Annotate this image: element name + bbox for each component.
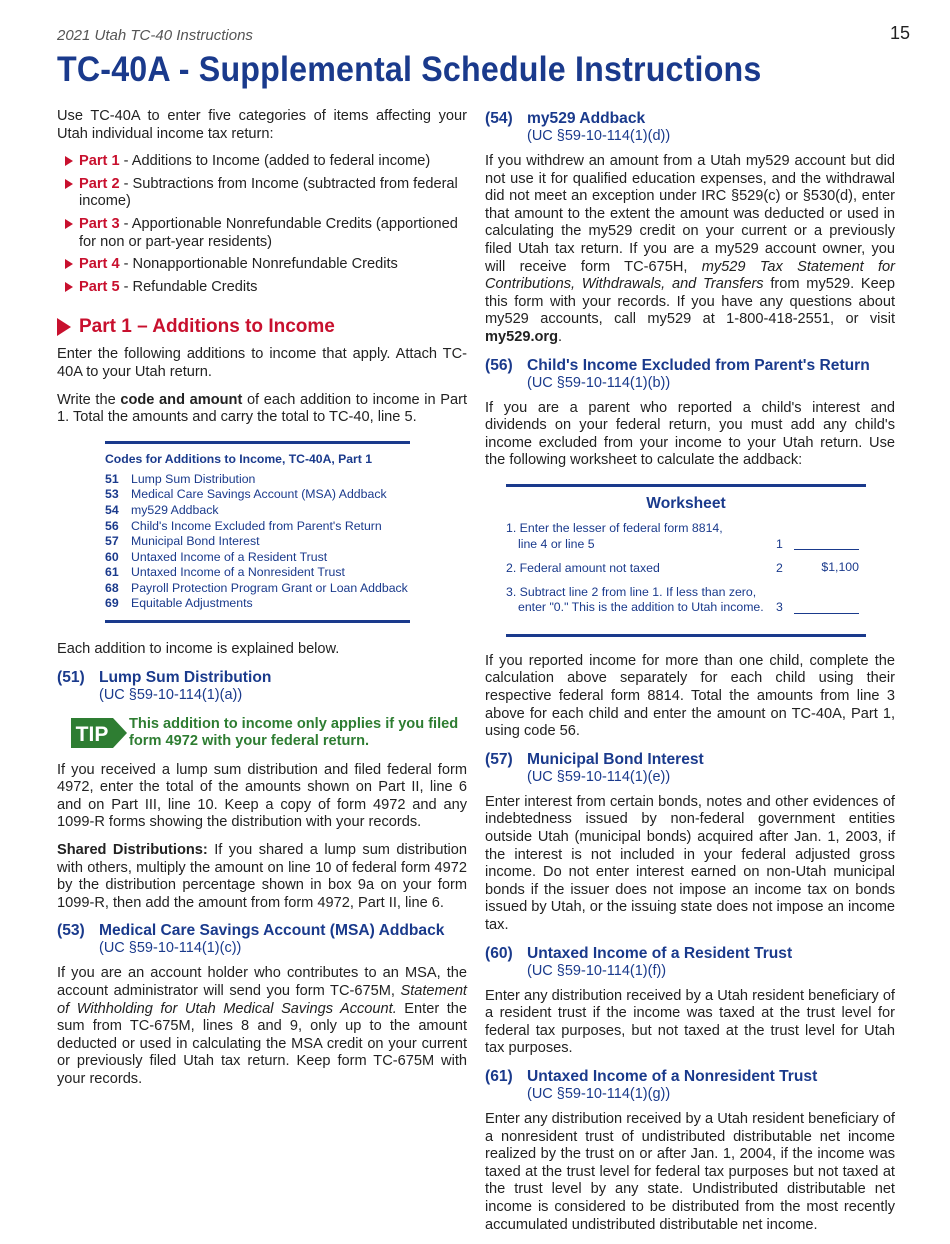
- code-number: 69: [105, 596, 119, 611]
- section-60-paragraph: Enter any distribution received by a Utah resident beneficiary of a resident trust if the income was taxed at the trust level for federal tax purposes, but not taxed at the trust level for Utah tax purposes.: [485, 987, 895, 1057]
- amount-field: [794, 599, 859, 614]
- worksheet-line-desc: [506, 521, 776, 552]
- text-line: line 4 or line 5: [518, 536, 595, 551]
- section-56-citation: (UC §59-10-114(1)(b)): [527, 374, 671, 391]
- section-54-citation: (UC §59-10-114(1)(d)): [527, 128, 671, 144]
- tip-label: TIP: [75, 722, 109, 746]
- bullet-arrow-icon: [65, 219, 73, 229]
- section-code: (51): [57, 668, 85, 686]
- worksheet-line-desc: [506, 585, 776, 616]
- part-label: Part 1: [79, 153, 120, 170]
- code-row: [105, 487, 410, 503]
- bold-text: Shared Distributions:: [57, 842, 208, 859]
- list-item: [57, 216, 467, 251]
- section-56-heading: [485, 357, 895, 375]
- code-number: 54: [105, 502, 119, 517]
- code-row: [105, 534, 410, 550]
- section-title: Medical Care Savings Account (MSA) Addback: [99, 922, 445, 940]
- part1-heading-text: Part 1 – Additions to Income: [79, 316, 335, 338]
- section-code: (61): [485, 1067, 513, 1085]
- code-number: 53: [105, 487, 119, 502]
- part-text: - Refundable Credits: [119, 278, 258, 295]
- part-label: Part 4: [79, 256, 120, 273]
- section-code: (56): [485, 356, 513, 374]
- running-head: 2021 Utah TC-40 Instructions: [57, 27, 253, 44]
- section-56-paragraph-2: If you reported income for more than one child, complete the calculation above separately for each child using their respective federal form 8814. Total the amounts from line 3 above for each child and enter the amount on TC-40A, Part 1, using code 56.: [485, 652, 895, 740]
- section-57-heading: [485, 751, 895, 769]
- worksheet-line-1: [506, 521, 866, 552]
- text-span: If you withdrew an amount from a Utah my529 account but did not use it for qualified education expenses, and the withdrawal did not meet an exception under IRC §529(c) or §530(d), enter that amount to the extent the amount was deducted or used in calculating the my529 credit on your current or a previously filed Utah tax return. If you are a my529 account owner, you will receive form TC-675H,: [485, 153, 895, 275]
- section-code: (60): [485, 944, 513, 962]
- code-number: 60: [105, 549, 119, 564]
- bullet-arrow-icon: [65, 282, 73, 292]
- section-56-paragraph: If you are a parent who reported a child's interest and dividends on your federal return, you must add any child's income excluded from your income to your Utah return. Use the following worksheet to calculate the addback:: [485, 399, 895, 469]
- section-60-heading: [485, 945, 895, 963]
- section-title: Municipal Bond Interest: [527, 750, 704, 768]
- bullet-arrow-icon: [65, 259, 73, 269]
- section-53-citation: (UC §59-10-114(1)(c)): [99, 940, 242, 957]
- section-60-citation: (UC §59-10-114(1)(f)): [527, 962, 667, 979]
- code-row: [105, 503, 410, 519]
- part-label: Part 5: [79, 278, 120, 295]
- code-label: Equitable Adjustments: [131, 596, 253, 611]
- list-item: [57, 153, 467, 171]
- section-61-citation: (UC §59-10-114(1)(g)): [527, 1085, 671, 1102]
- text-span: .: [558, 328, 563, 345]
- part-text: - Nonapportionable Nonrefundable Credits: [119, 256, 398, 273]
- section-53-paragraph: [57, 965, 467, 1088]
- tip-arrow-icon: [71, 716, 129, 750]
- code-number: 51: [105, 471, 119, 486]
- line-number: 1: [776, 536, 783, 551]
- section-54-paragraph: [485, 153, 895, 347]
- amount-value: $1,100: [821, 560, 859, 575]
- part1-heading: [57, 316, 467, 338]
- worksheet-line-desc: 2. Federal amount not taxed: [506, 561, 660, 576]
- left-column: [57, 108, 467, 1099]
- code-label: Child's Income Excluded from Parent's Return: [131, 518, 382, 533]
- text-span: Enter the sum from TC-675M, lines 8 and 9, only up to the amount deducted or used in calculating the MSA credit on your current or previously filed Utah tax return. Keep form TC-675M with your records.: [57, 1000, 468, 1087]
- code-row: [105, 472, 410, 488]
- text-line: enter "0." This is the addition to Utah income.: [518, 600, 764, 615]
- code-row: [105, 596, 410, 612]
- code-label: my529 Addback: [131, 502, 219, 517]
- text-line: 1. Enter the lesser of federal form 8814,: [506, 520, 723, 535]
- tip-badge: [71, 716, 129, 750]
- worksheet: [506, 484, 866, 637]
- section-title: Untaxed Income of a Resident Trust: [527, 944, 793, 962]
- explained-text: Each addition to income is explained below.: [57, 641, 340, 658]
- section-title: Lump Sum Distribution: [99, 668, 272, 686]
- text-span: Write the: [57, 391, 121, 408]
- text-span: If you shared a lump sum distribution with others, multiply the amount on line 10 of federal form 4972 by the distribution percentage shown in box 9a on your form 1099-R, then add the amount from form 4972, Part II, line 6.: [57, 842, 467, 911]
- part1-paragraph: Enter the following additions to income that apply. Attach TC-40A to your Utah return.: [57, 346, 467, 380]
- bullet-arrow-icon: [65, 156, 73, 166]
- page-number: 15: [890, 23, 911, 43]
- worksheet-title: Worksheet: [646, 494, 726, 512]
- list-item: [57, 279, 467, 297]
- list-item: [57, 176, 467, 211]
- text-span: of each addition to income in Part 1. Total the amounts and carry the total to TC-40, line 5.: [57, 391, 467, 426]
- codes-title: Codes for Additions to Income, TC-40A, Part 1: [105, 451, 373, 466]
- worksheet-line-3: [506, 585, 866, 616]
- code-label: Untaxed Income of a Resident Trust: [131, 549, 328, 564]
- list-item: [57, 256, 467, 274]
- section-54-heading: [485, 110, 895, 128]
- right-column: [485, 108, 895, 1244]
- intro-paragraph: Use TC-40A to enter five categories of items affecting your Utah individual income tax return:: [57, 108, 467, 142]
- code-number: 61: [105, 565, 119, 580]
- part-label: Part 2: [79, 175, 120, 192]
- code-label: Untaxed Income of a Nonresident Trust: [131, 565, 345, 580]
- bold-text: code and amount: [120, 391, 243, 408]
- tip-text: This addition to income only applies if you filed form 4972 with your federal return.: [129, 715, 459, 749]
- code-number: 56: [105, 518, 119, 533]
- codes-box: [105, 441, 410, 623]
- code-number: 57: [105, 534, 119, 549]
- section-51-citation: (UC §59-10-114(1)(a)): [99, 686, 243, 703]
- my529-link: my529.org: [485, 328, 559, 345]
- text-span: from my529. Keep this form with your records. If you have any questions about my529 accounts, call my529 at 1-800-418-2551, or visit: [485, 276, 895, 328]
- code-label: Medical Care Savings Account (MSA) Addback: [131, 487, 387, 502]
- section-57-paragraph: Enter interest from certain bonds, notes and other evidences of indebtedness issued by non-federal government entities outside Utah (municipal bonds) acquired after Jan. 1, 2003, if the interest is not included in your federal adjusted gross income. Do not enter interest earned on non-Utah municipal bonds if the issuer does not impose an income tax on bonds issued by Utah, or the issuing state does not impose an income tax.: [485, 793, 895, 933]
- tip-callout: [71, 716, 467, 750]
- italic-text: Statement of Withholding for Utah Medical Savings Account.: [57, 983, 467, 1017]
- section-arrow-icon: [57, 318, 71, 336]
- part1-instructions: [57, 392, 467, 427]
- parts-list: [57, 153, 467, 296]
- code-label: Lump Sum Distribution: [131, 471, 256, 486]
- section-title: Child's Income Excluded from Parent's Return: [527, 356, 870, 374]
- part-label: Part 3: [79, 215, 120, 232]
- section-code: (54): [485, 110, 513, 127]
- code-label: Payroll Protection Program Grant or Loan Addback: [131, 580, 408, 595]
- page-title: TC-40A - Supplemental Schedule Instructions: [57, 50, 762, 89]
- section-57-citation: (UC §59-10-114(1)(e)): [527, 768, 671, 785]
- line-number: 3: [776, 600, 783, 615]
- section-61-paragraph: Enter any distribution received by a Utah resident beneficiary of a nonresident trust of undistributed distributable net income realized by the trust on or after Jan. 1, 2004, if the income was taxed at the trust level for federal tax purposes but not taxed at the trust level by any state. Undistributed distributable net income is considered to be distributed from the most recently accumulated undistributed distributable net income.: [485, 1110, 895, 1233]
- part-text: - Subtractions from Income (subtracted from federal income): [79, 175, 458, 210]
- section-51-heading: [57, 669, 467, 687]
- section-code: (57): [485, 750, 513, 768]
- section-51-paragraph: If you received a lump sum distribution and filed federal form 4972, enter the total of the amounts shown on Part II, line 6 and on Part III, line 10. Keep a copy of form 4972 and any 1099-R forms showing the distribution with your records.: [57, 761, 467, 831]
- text-line: 3. Subtract line 2 from line 1. If less than zero,: [506, 584, 757, 599]
- section-61-heading: [485, 1068, 895, 1086]
- worksheet-line-2: [506, 560, 866, 577]
- code-row: [105, 565, 410, 581]
- section-53-heading: [57, 922, 467, 940]
- line-number: 2: [776, 561, 783, 576]
- code-row: [105, 581, 410, 597]
- section-title: Untaxed Income of a Nonresident Trust: [527, 1067, 818, 1085]
- code-row: [105, 550, 410, 566]
- code-row: [105, 519, 410, 535]
- text-span: If you are an account holder who contributes to an MSA, the account administrator will send you form TC-675M,: [57, 965, 467, 999]
- code-label: Municipal Bond Interest: [131, 534, 260, 549]
- shared-distributions-paragraph: [57, 842, 467, 912]
- section-code: (53): [57, 922, 85, 940]
- part-text: - Additions to Income (added to federal income): [119, 153, 431, 170]
- amount-field: [794, 535, 859, 550]
- italic-text: my529 Tax Statement for Contributions, Withdrawals, and Transfers: [485, 258, 895, 293]
- bullet-arrow-icon: [65, 179, 73, 189]
- section-title: my529 Addback: [527, 110, 646, 127]
- code-number: 68: [105, 580, 119, 595]
- part-text: - Apportionable Nonrefundable Credits (apportioned for non or part-year residents): [79, 215, 458, 250]
